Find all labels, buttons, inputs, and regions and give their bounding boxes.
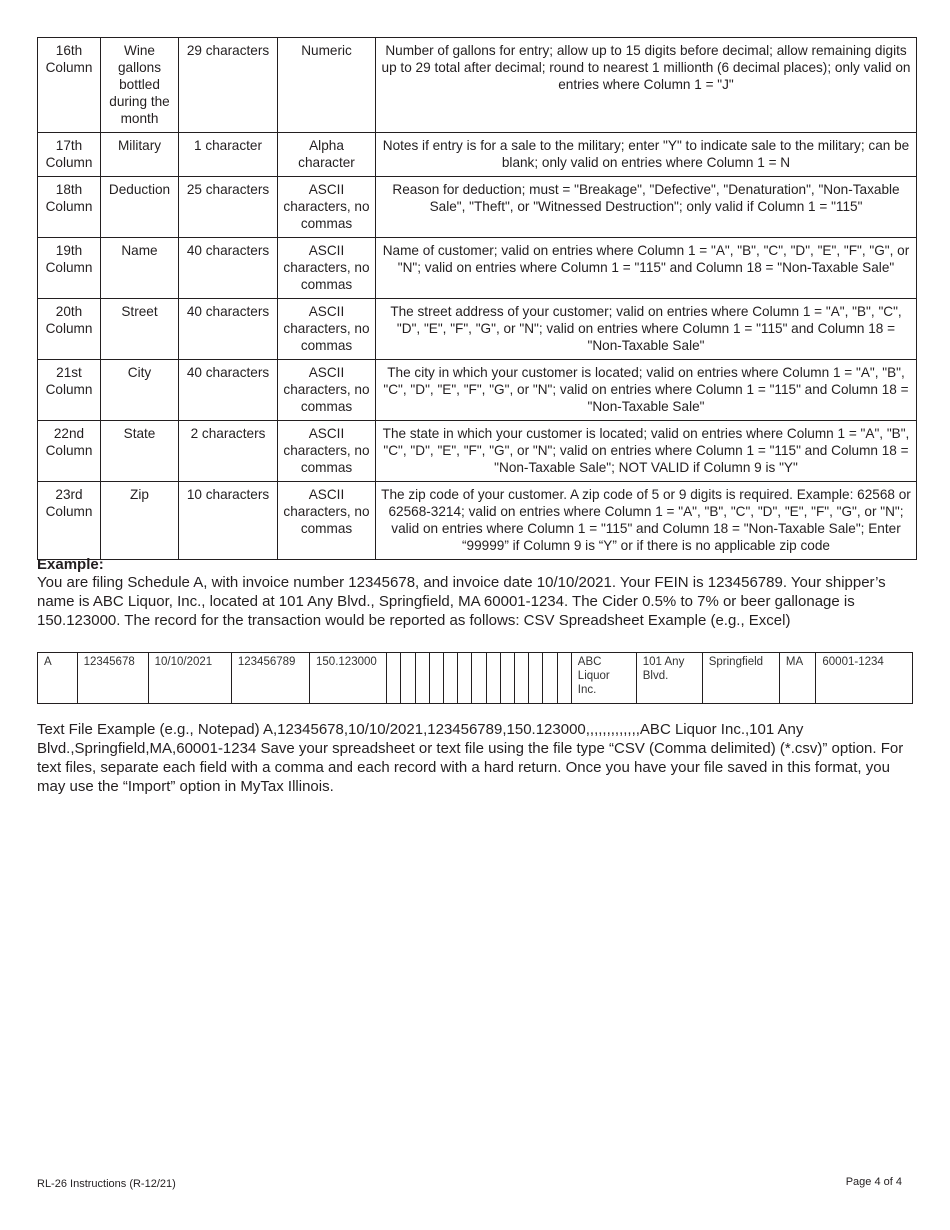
field-description: Name of customer; valid on entries where Column 1 = "A", "B", "C", "D", "E", "F", "G", or "N"; valid on entries where Column 1 = "115" and Column 18 = "Non-Taxable Sale" <box>376 238 917 299</box>
csv-cell <box>387 653 401 704</box>
csv-cell: 123456789 <box>231 653 309 704</box>
csv-cell <box>458 653 472 704</box>
field-description: Number of gallons for entry; allow up to 15 digits before decimal; allow remaining digits up to 29 total after decimal; round to nearest 1 millionth (6 decimal places); only valid on entries where Column 1 = "J" <box>376 38 917 133</box>
field-name: Deduction <box>101 177 179 238</box>
csv-cell: 12345678 <box>77 653 148 704</box>
csv-cell <box>472 653 486 704</box>
column-number: 16th Column <box>38 38 101 133</box>
csv-cell: 150.123000 <box>310 653 387 704</box>
csv-cell: 10/10/2021 <box>148 653 231 704</box>
field-name: State <box>101 421 179 482</box>
field-description: The city in which your customer is located; valid on entries where Column 1 = "A", "B", "C", "D", "E", "F", "G", or "N"; valid on entries where Column 1 = "115" and Column 18 = "Non-Taxable Sale" <box>376 360 917 421</box>
column-number: 17th Column <box>38 133 101 177</box>
form-id-footer: RL-26 Instructions (R-12/21) <box>37 1178 176 1190</box>
table-row <box>38 238 917 299</box>
csv-cell: 101 Any Blvd. <box>636 653 702 704</box>
column-number: 19th Column <box>38 238 101 299</box>
field-format: Alpha character <box>278 133 376 177</box>
csv-cell: 60001-1234 <box>816 653 913 704</box>
column-number: 22nd Column <box>38 421 101 482</box>
field-length: 2 characters <box>179 421 278 482</box>
field-length: 1 character <box>179 133 278 177</box>
example-heading: Example: <box>37 556 104 573</box>
field-name: Wine gallons bottled during the month <box>101 38 179 133</box>
csv-spreadsheet-example <box>37 652 913 704</box>
example-paragraph: You are filing Schedule A, with invoice number 12345678, and invoice date 10/10/2021. Your FEIN is 123456789. Your shipper’s name is ABC Liquor, Inc., located at 101 Any Blvd., Springfield, MA 60001-1234. The Cider 0.5% to 7% or beer gallonage is 150.123000. The record for the transaction would be reported as follows: CSV Spreadsheet Example (e.g., Excel) <box>37 574 886 629</box>
text-file-example-paragraph: Text File Example (e.g., Notepad) A,12345678,10/10/2021,123456789,150.123000,,,,,,,,,,,,,ABC Liquor Inc.,101 Any Blvd.,Springfield,MA,60001-1234 Save your spreadsheet or text file using the file type “CSV (Comma delimited) (*.csv)” option. For text files, separate each field with a comma and each record with a hard return. Once you have your file saved in this format, you may use the “Import” option in MyTax Illinois. <box>37 721 904 795</box>
column-number: 23rd Column <box>38 482 101 560</box>
table-row <box>38 653 913 704</box>
field-length: 40 characters <box>179 238 278 299</box>
csv-cell <box>557 653 571 704</box>
csv-cell <box>429 653 443 704</box>
csv-cell: Springfield <box>702 653 779 704</box>
field-description: Notes if entry is for a sale to the military; enter "Y" to indicate sale to the military; can be blank; only valid on entries where Column 1 = N <box>376 133 917 177</box>
table-row <box>38 299 917 360</box>
csv-cell <box>443 653 457 704</box>
csv-cell <box>529 653 543 704</box>
csv-cell <box>500 653 514 704</box>
csv-cell <box>514 653 528 704</box>
csv-cell <box>543 653 557 704</box>
field-format: Numeric <box>278 38 376 133</box>
column-number: 20th Column <box>38 299 101 360</box>
column-specification-table <box>37 37 917 560</box>
csv-cell: ABC Liquor Inc. <box>571 653 636 704</box>
csv-cell <box>415 653 429 704</box>
table-row <box>38 360 917 421</box>
csv-cell: MA <box>779 653 816 704</box>
page-number: Page 4 of 4 <box>845 1176 902 1188</box>
field-length: 40 characters <box>179 360 278 421</box>
field-format: ASCII characters, no commas <box>278 177 376 238</box>
field-length: 10 characters <box>179 482 278 560</box>
field-format: ASCII characters, no commas <box>278 299 376 360</box>
field-name: Street <box>101 299 179 360</box>
csv-cell <box>486 653 500 704</box>
field-name: City <box>101 360 179 421</box>
table-row <box>38 421 917 482</box>
field-description: The street address of your customer; valid on entries where Column 1 = "A", "B", "C", "D", "E", "F", "G", or "N"; valid on entries where Column 1 = "115" and Column 18 = "Non-Taxable Sale" <box>376 299 917 360</box>
table-row <box>38 177 917 238</box>
field-name: Zip <box>101 482 179 560</box>
field-length: 29 characters <box>179 38 278 133</box>
field-length: 25 characters <box>179 177 278 238</box>
field-length: 40 characters <box>179 299 278 360</box>
table-row <box>38 133 917 177</box>
csv-cell <box>401 653 415 704</box>
field-description: The zip code of your customer. A zip code of 5 or 9 digits is required. Example: 62568 or 62568-3214; valid on entries where Column 1 = "A", "B", "C", "D", "E", "F", "G", or "N"; valid on entries where Column 1 = "115" and Column 18 = "Non-Taxable Sale"; Enter “99999” if Column 9 is “Y” or if there is no applicable zip code <box>376 482 917 560</box>
field-format: ASCII characters, no commas <box>278 360 376 421</box>
csv-cell: A <box>38 653 78 704</box>
field-description: Reason for deduction; must = "Breakage", "Defective", "Denaturation", "Non-Taxable Sale", "Theft", or "Witnessed Destruction"; only valid if Column 1 = "115" <box>376 177 917 238</box>
field-name: Military <box>101 133 179 177</box>
table-row <box>38 482 917 560</box>
field-format: ASCII characters, no commas <box>278 421 376 482</box>
field-format: ASCII characters, no commas <box>278 238 376 299</box>
column-number: 18th Column <box>38 177 101 238</box>
table-row <box>38 38 917 133</box>
column-number: 21st Column <box>38 360 101 421</box>
field-name: Name <box>101 238 179 299</box>
field-description: The state in which your customer is located; valid on entries where Column 1 = "A", "B", "C", "D", "E", "F", "G", or "N"; valid on entries where Column 1 = "115" and Column 18 = "Non-Taxable Sale"; NOT VALID if Column 9 is "Y" <box>376 421 917 482</box>
field-format: ASCII characters, no commas <box>278 482 376 560</box>
